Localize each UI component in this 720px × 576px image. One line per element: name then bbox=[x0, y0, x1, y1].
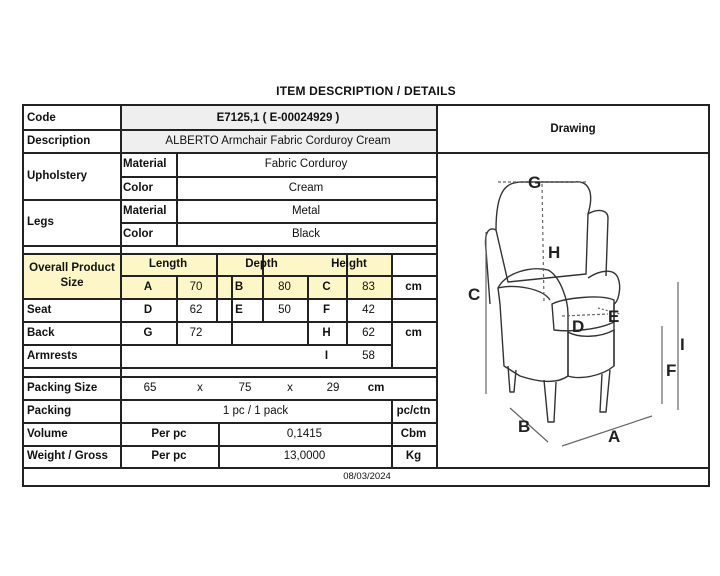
chair-left-wing bbox=[485, 229, 496, 304]
volume-value: 0,1415 bbox=[286, 427, 323, 440]
packing-size-x1: x bbox=[197, 381, 203, 394]
legs-label: Legs bbox=[27, 216, 54, 228]
dim-line-a bbox=[562, 416, 652, 446]
packing-unit: pc/ctn bbox=[396, 404, 431, 417]
packing-size-width: 75 bbox=[238, 381, 252, 394]
chair-front bbox=[568, 330, 614, 378]
code-value: E7125,1 ( E-00024929 ) bbox=[216, 111, 340, 124]
chair-left-arm bbox=[498, 269, 568, 382]
drawing-letter-h: H bbox=[548, 243, 561, 262]
chair-leg-front-left bbox=[544, 380, 556, 422]
overall-b-letter: B bbox=[234, 280, 244, 293]
seat-f-value: 42 bbox=[362, 303, 375, 316]
dim-line-h bbox=[542, 184, 544, 302]
document-date: 08/03/2024 bbox=[343, 471, 391, 482]
packing-size-height: 29 bbox=[326, 381, 340, 394]
drawing-letter-i: I bbox=[680, 335, 685, 354]
chair-leg-front-right bbox=[600, 370, 610, 412]
overall-b-value: 80 bbox=[278, 280, 291, 293]
drawing-letter-g: G bbox=[528, 173, 542, 192]
armrests-i-value: 58 bbox=[362, 349, 375, 362]
height-header: Height bbox=[331, 258, 367, 270]
armrests-label: Armrests bbox=[27, 349, 78, 362]
legs-color-value: Black bbox=[291, 227, 321, 240]
weight-value: 13,0000 bbox=[283, 450, 326, 462]
volume-label: Volume bbox=[27, 427, 68, 440]
weight-unit: Kg bbox=[405, 450, 422, 462]
seat-e-value: 50 bbox=[278, 303, 291, 316]
packing-label: Packing bbox=[27, 404, 72, 417]
back-label: Back bbox=[27, 326, 55, 339]
volume-per: Per pc bbox=[151, 427, 187, 440]
seat-label: Seat bbox=[27, 303, 52, 316]
weight-per: Per pc bbox=[151, 450, 187, 462]
legs-material-label: Material bbox=[123, 204, 167, 217]
seat-d-letter: D bbox=[143, 303, 153, 316]
packing-size-label: Packing Size bbox=[27, 381, 98, 394]
overall-c-letter: C bbox=[322, 280, 331, 293]
seat-e-letter: E bbox=[235, 303, 243, 316]
packing-value: 1 pc / 1 pack bbox=[222, 404, 289, 417]
seat-f-letter: F bbox=[322, 303, 331, 316]
overall-a-letter: A bbox=[143, 280, 153, 293]
drawing-letter-e: E bbox=[608, 307, 620, 326]
armchair-drawing bbox=[438, 154, 708, 466]
dim-line-d bbox=[562, 314, 608, 316]
seat-d-value: 62 bbox=[189, 303, 203, 316]
legs-color-label: Color bbox=[123, 227, 154, 240]
chair-right-wing bbox=[588, 211, 608, 276]
upholstery-label: Upholstery bbox=[27, 169, 88, 182]
back-h-letter: H bbox=[322, 326, 331, 339]
drawing-letter-c: C bbox=[468, 285, 481, 304]
drawing-letter-d: D bbox=[572, 317, 585, 336]
back-g-value: 72 bbox=[189, 326, 203, 339]
upholstery-color-label: Color bbox=[123, 181, 154, 194]
armrests-i-letter: I bbox=[324, 349, 329, 362]
overall-unit: cm bbox=[405, 280, 422, 293]
upholstery-material-label: Material bbox=[123, 158, 167, 170]
length-header: Length bbox=[148, 258, 188, 270]
drawing-letter-b: B bbox=[518, 417, 531, 436]
upholstery-color-value: Cream bbox=[288, 181, 324, 194]
packing-size-unit: cm bbox=[367, 381, 385, 394]
upholstery-material-value: Fabric Corduroy bbox=[264, 158, 348, 170]
drawing-letter-f: F bbox=[666, 361, 677, 380]
depth-header: Depth bbox=[245, 258, 278, 270]
back-h-value: 62 bbox=[362, 326, 375, 339]
volume-unit: Cbm bbox=[400, 427, 427, 440]
code-label: Code bbox=[27, 111, 56, 124]
overall-size-label: Overall Product Size bbox=[29, 261, 115, 289]
packing-size-length: 65 bbox=[143, 381, 157, 394]
drawing-label: Drawing bbox=[550, 123, 596, 135]
packing-size-x2: x bbox=[287, 381, 293, 394]
legs-material-value: Metal bbox=[291, 204, 321, 217]
description-value: ALBERTO Armchair Fabric Corduroy Cream bbox=[165, 134, 391, 147]
drawing-letter-a: A bbox=[608, 427, 621, 446]
document-title: ITEM DESCRIPTION / DETAILS bbox=[276, 84, 456, 98]
weight-label: Weight / Gross bbox=[27, 450, 108, 462]
description-label: Description bbox=[27, 134, 91, 147]
spec-sheet bbox=[22, 104, 710, 487]
seat-back-unit: cm bbox=[405, 326, 422, 339]
back-g-letter: G bbox=[143, 326, 153, 339]
overall-c-value: 83 bbox=[362, 280, 375, 293]
chair-back bbox=[496, 182, 591, 282]
overall-a-value: 70 bbox=[189, 280, 203, 293]
